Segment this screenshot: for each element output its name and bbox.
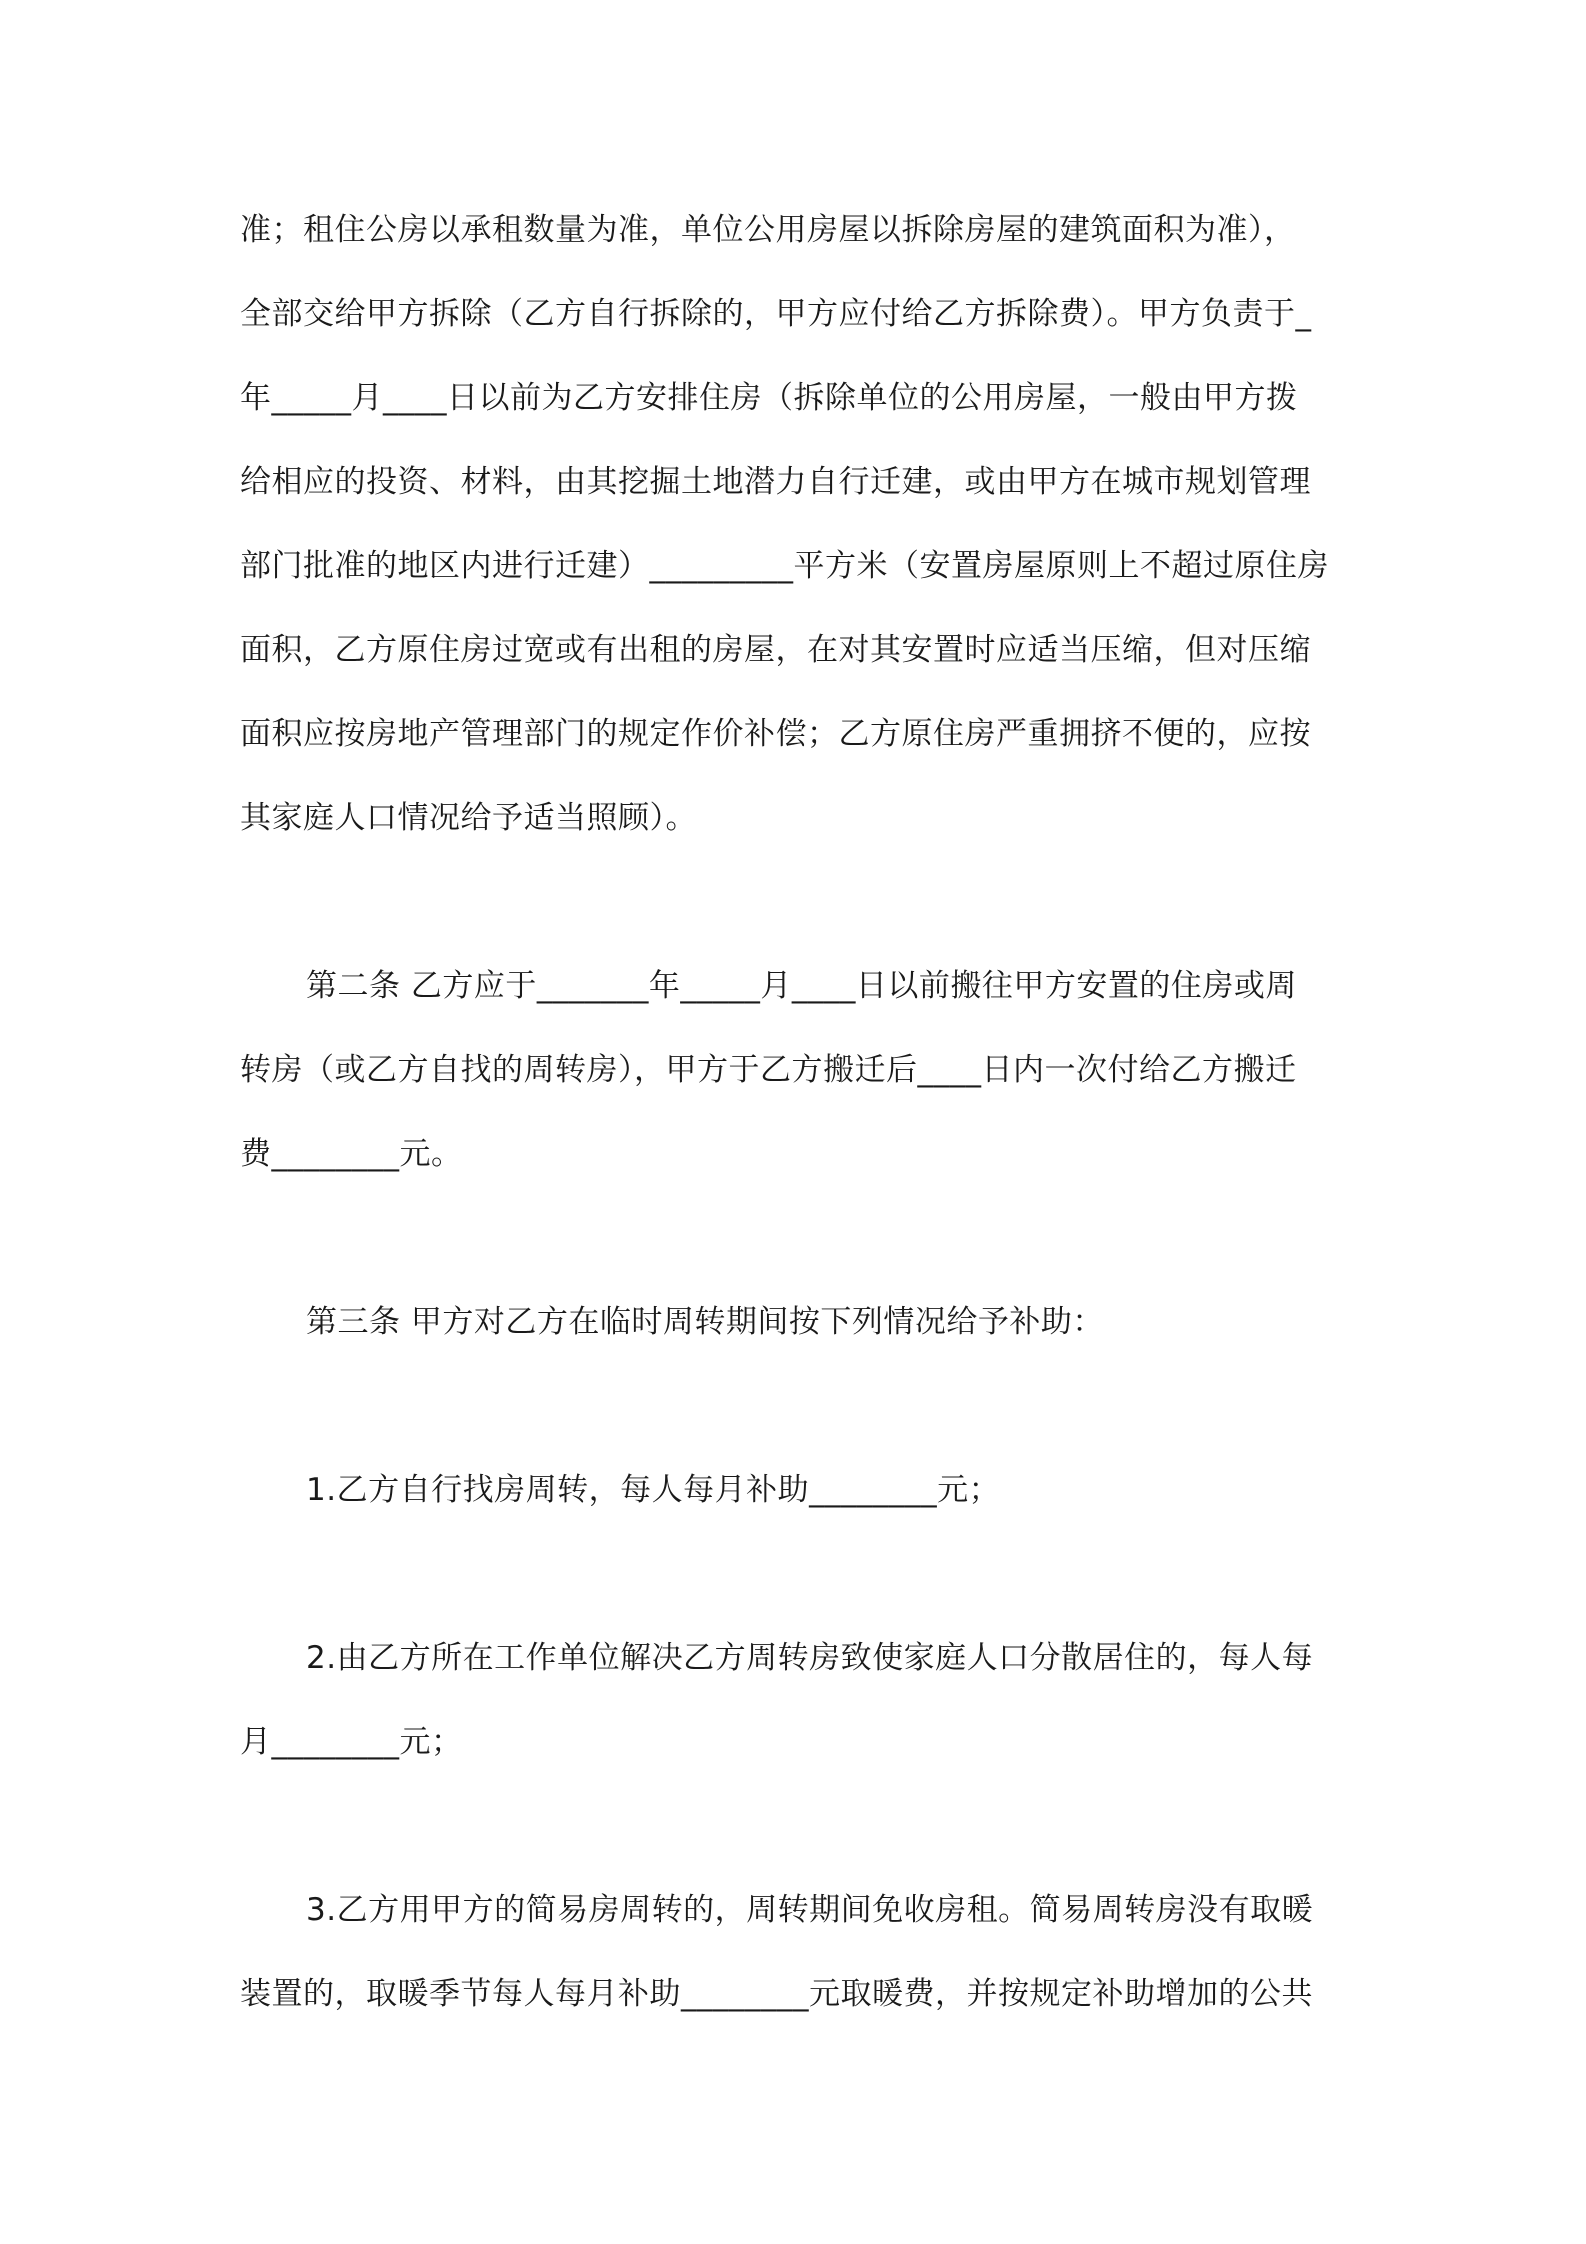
paragraph-1-line-6: 面积，乙方原住房过宽或有出租的房屋，在对其安置时应适当压缩，但对压缩 bbox=[240, 632, 1311, 668]
article-2-line-1: 第二条 乙方应于_______年_____月____日以前搬往甲方安置的住房或周 bbox=[306, 968, 1297, 1004]
item-3-line-2: 装置的，取暖季节每人每月补助________元取暖费，并按规定补助增加的公共 bbox=[240, 1976, 1313, 2012]
paragraph-1-line-8: 其家庭人口情况给予适当照顾）。 bbox=[240, 800, 697, 836]
paragraph-1-line-1: 准；租住公房以承租数量为准，单位公用房屋以拆除房屋的建筑面积为准）， bbox=[240, 212, 1296, 248]
paragraph-1-line-3: 年_____月____日以前为乙方安排住房（拆除单位的公用房屋，一般由甲方拨 bbox=[240, 380, 1298, 416]
article-3-title: 第三条 甲方对乙方在临时周转期间按下列情况给予补助： bbox=[306, 1304, 1104, 1340]
item-2-line-2: 月________元； bbox=[240, 1724, 463, 1760]
paragraph-1-line-7: 面积应按房地产管理部门的规定作价补偿；乙方原住房严重拥挤不便的，应按 bbox=[240, 716, 1311, 752]
article-2-line-2: 转房（或乙方自找的周转房），甲方于乙方搬迁后____日内一次付给乙方搬迁 bbox=[240, 1052, 1297, 1088]
item-1: 1.乙方自行找房周转，每人每月补助________元； bbox=[306, 1472, 1001, 1508]
article-2-line-3: 费________元。 bbox=[240, 1136, 463, 1172]
item-2-line-1: 2.由乙方所在工作单位解决乙方周转房致使家庭人口分散居住的，每人每 bbox=[306, 1640, 1314, 1676]
item-3-line-1: 3.乙方用甲方的简易房周转的，周转期间免收房租。简易周转房没有取暖 bbox=[306, 1892, 1314, 1928]
paragraph-1-line-4: 给相应的投资、材料，由其挖掘土地潜力自行迁建，或由甲方在城市规划管理 bbox=[240, 464, 1311, 500]
paragraph-1-line-5: 部门批准的地区内进行迁建）_________平方米（安置房屋原则上不超过原住房 bbox=[240, 548, 1329, 584]
paragraph-1-line-2: 全部交给甲方拆除（乙方自行拆除的，甲方应付给乙方拆除费）。甲方负责于_ bbox=[240, 296, 1312, 332]
